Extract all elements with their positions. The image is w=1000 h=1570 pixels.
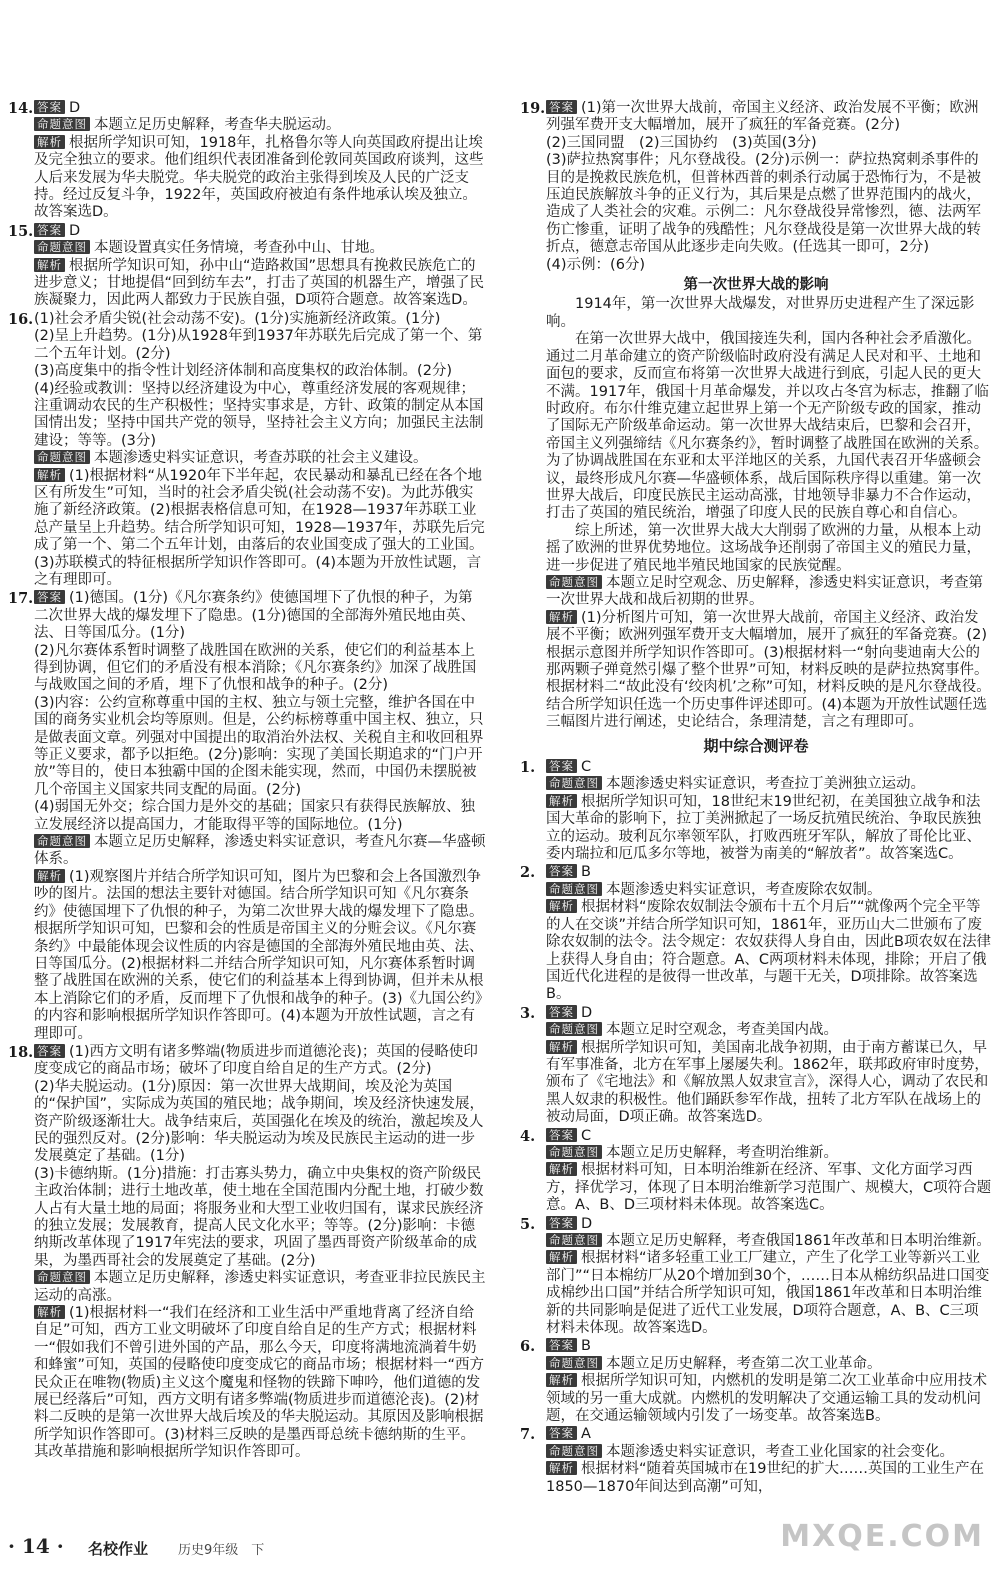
question-line — [520, 610, 992, 732]
question-text: (3)高度集中的指令性计划经济体制和高度集权的政治体制。(2分) — [34, 363, 453, 380]
question-text: (1)西方文明有诸多弊端(物质进步而道德沦丧)；英国的侵略使印度变成它的商品市场；破坏了印度自给自足的生产方式。(2分) — [34, 1043, 478, 1078]
section-label: 答案 — [34, 590, 65, 604]
question-line — [520, 794, 992, 864]
question-line — [520, 776, 992, 793]
question-block — [520, 1128, 992, 1215]
question-number: 14. — [8, 100, 34, 117]
question-head — [520, 1005, 992, 1022]
question-line — [8, 381, 486, 451]
question-line — [8, 695, 486, 799]
section-label: 解析 — [546, 899, 577, 913]
section-label: 答案 — [546, 1005, 577, 1019]
section-label: 命题意图 — [546, 776, 602, 790]
question-text: 本题立足历史解释，考查华夫脱运动。 — [94, 117, 341, 134]
question-head — [520, 1128, 992, 1145]
question-text: 根据所学知识可知，孙中山“造路救国”思想具有挽救民族危亡的进步意义；甘地提倡“回到纺车去”，打击了英国的机器生产，增强了民族凝聚力，因此两人都致力于民族自强，D项符合题意。故答案选D。 — [34, 257, 485, 309]
question-text: 本题渗透史料实证意识，考查废除农奴制。 — [606, 881, 882, 898]
section-label: 命题意图 — [546, 1444, 602, 1458]
question-text: D — [69, 100, 81, 116]
question-block — [520, 864, 992, 1003]
question-line — [8, 834, 486, 869]
section-label: 解析 — [34, 1305, 65, 1319]
question-line — [520, 1162, 992, 1214]
midterm-title: 期中综合测评卷 — [703, 736, 809, 755]
page-footer — [0, 1519, 1000, 1562]
question-block — [520, 1338, 992, 1425]
section-label: 命题意图 — [34, 240, 90, 254]
question-head — [520, 864, 992, 881]
section-label: 命题意图 — [34, 117, 90, 131]
question-text: 根据材料“诸多轻重工业工厂建立，产生了化学工业等新兴工业部门”“日本棉纺厂从20个增加到30个，……日本从棉纺织品进口国变成棉纱出口国”并结合所学知识可知，俄国1861年改革和日本明治维新的共同影响是促进了近代工业发展，D项符合题意，A、B、C三项材料未体现。故答案选D。 — [546, 1250, 990, 1337]
question-block — [520, 1426, 992, 1496]
question-head — [520, 1426, 992, 1443]
question-block — [8, 100, 486, 222]
question-line — [520, 1233, 992, 1250]
question-text: 本题渗透史料实证意识，考查苏联的社会主义建设。 — [94, 450, 428, 467]
question-line — [520, 152, 992, 256]
question-line — [520, 1356, 992, 1373]
question-line — [520, 1022, 992, 1039]
question-text: 根据材料“废除农奴制法令颁布十五个月后”“就像两个完全平等的人在交谈”并结合所学知识可知，1861年，亚历山大二世颁布了废除农奴制的法令。法令规定：农奴获得人身自由，因此B项农奴在法律上获得人身自由；符合题意。A、C两项材料未体现，排除；开启了俄国近代化进程的是彼得一世改革，与题干无关，D项排除。故答案选B。 — [546, 899, 991, 1003]
section-label: 答案 — [546, 864, 577, 878]
question-text: (1)分析图片可知，第一次世界大战前，帝国主义经济、政治发展不平衡；欧洲列强军费开支大幅增加，展开了疯狂的军备竞赛。(2)根据示意图并所学知识作答即可。(3)根据材料一“射向斐迪南大公的那两颗子弹竟然引爆了整个世界”可知，材料反映的是萨拉热窝事件。根据材料二“故此没有‘绞肉机’之称”可知，材料反映的是凡尔登战役。结合所学知识任选一个历史事件评述即可。(4)本题为开放性试题任选三幅图片进行阐述，史论结合，条理清楚，言之有理即可。 — [546, 609, 991, 731]
question-number: 15. — [8, 222, 34, 240]
question-head — [520, 1338, 992, 1355]
section-label: 答案 — [546, 1128, 577, 1142]
question-line — [520, 899, 992, 1003]
question-block — [520, 1216, 992, 1338]
question-text: (4)示例：(6分) — [546, 256, 646, 273]
section-label: 命题意图 — [546, 575, 602, 589]
question-head — [520, 759, 992, 776]
question-number: 4. — [520, 1127, 536, 1145]
section-label: 解析 — [546, 1162, 577, 1176]
question-text: D — [581, 1004, 593, 1021]
question-line — [520, 1040, 992, 1127]
question-head — [8, 223, 486, 240]
question-text: 根据材料“随着英国城市在19世纪的扩大……英国的工业生产在1850—1870年间达到高潮”可知， — [546, 1461, 984, 1495]
question-line — [520, 882, 992, 899]
question-text: 根据材料可知，日本明治维新在经济、军事、文化方面学习西方，择优学习，体现了日本明治维新学习范围广、规模大，C项符合题意。A、B、D三项材料未体现。故答案选C。 — [546, 1162, 992, 1214]
question-line — [8, 135, 486, 222]
question-text: 本题立足时空观念、历史解释，渗透史料实证意识，考查第一次世界大战和战后初期的世界。 — [546, 574, 983, 609]
section-label: 答案 — [34, 223, 65, 237]
question-number: 5. — [520, 1215, 536, 1233]
section-label: 命题意图 — [546, 882, 602, 896]
book-subtitle: 历史9年级 下 — [178, 1543, 265, 1558]
brand-name: 名校作业 — [88, 1540, 149, 1558]
section-label: 解析 — [34, 135, 65, 149]
question-text: (2)三国同盟 (2)三国协约 (3)英国(3分) — [546, 134, 817, 151]
question-text: (1)德国。(1分)《凡尔赛条约》使德国埋下了仇恨的种子，为第二次世界大战的爆发埋下了隐患。(1分)德国的全部海外殖民地由英、法、日等国瓜分。(1分) — [34, 590, 476, 642]
question-text: 本题立足历史解释，考查明治维新。 — [606, 1144, 838, 1161]
section-label: 解析 — [546, 1461, 577, 1475]
question-line — [8, 258, 486, 310]
question-text: (1)第一次世界大战前，帝国主义经济、政治发展不平衡；欧洲列强军费开支大幅增加，展开了疯狂的军备竞赛。(2分) — [546, 100, 979, 134]
question-line — [8, 328, 486, 363]
question-text: 根据所学知识可知，内燃机的发明是第二次工业革命中应用技术领域的另一重大成就。内燃机的发明解决了交通运输工具的发动机问题，在交通运输领域内引发了一场变革。故答案选B。 — [546, 1373, 987, 1425]
question-number: 3. — [520, 1004, 536, 1022]
page-number: · 14 · — [8, 1534, 64, 1558]
question-line — [520, 1250, 992, 1337]
question-line — [8, 799, 486, 834]
question-text: (3)卡德纳斯。(1分)措施：打击寡头势力，确立中央集权的资产阶级民主政治体制；进行土地改革，使土地在全国范围内分配土地，打破少数人占有大量土地的局面；将服务业和大型工业收归国有，谋求民族经济的独立发展；发展教育，提高人民文化水平；等等。(2分)影响：卡德纳斯改革体现了1917年宪法的要求，巩固了墨西哥资产阶级革命的成果，为墨西哥社会的发展奠定了基础。(2分) — [34, 1165, 484, 1269]
question-text: 根据所学知识可知，18世纪末19世纪初，在美国独立战争和法国大革命的影响下，拉丁美洲掀起了一场反抗殖民统治、争取民族独立的运动。玻利瓦尔率领军队，打败西班牙军队，解放了哥伦比亚、委内瑞拉和厄瓜多尔等地，被誉为南美的“解放者”。故答案选C。 — [546, 793, 981, 863]
question-line — [520, 135, 992, 152]
section-label: 答案 — [546, 1426, 577, 1440]
question-text: 本题设置真实任务情境，考查孙中山、甘地。 — [94, 240, 384, 257]
question-block — [8, 223, 486, 310]
question-text: (4)经验或教训：坚持以经济建设为中心，尊重经济发展的客观规律；注重调动农民的生产积极性；坚持实事求是，方针、政策的制定从本国国情出发；坚持中国共产党的领导，坚持社会主义方向；加强民主法制建设；等等。(3分) — [34, 380, 484, 449]
question-line — [8, 643, 486, 695]
question-text: (1)根据材料一“我们在经济和工业生活中严重地背离了经济自给自足”可知，西方工业文明破坏了印度自给自足的生产方式；根据材料一“假如我们不曾引进外国的产品，那么今天，印度将满地流淌着牛奶和蜂蜜”可知，英国的侵略使印度变成它的商品市场；根据材料一“西方民众正在唯物(物质)主义这个魔鬼和怪物的铁蹄下呻吟，他们道德的发展已经落后”可知，西方文明有诸多弊端(物质进步而道德沦丧)。(2)材料二反映的是第一次世界大战后埃及的华夫脱运动。其原因及影响根据所学知识作答即可。(3)材料三反映的是墨西哥总统卡德纳斯的生平。其改革措施和影响根据所学知识作答即可。 — [34, 1305, 485, 1461]
question-text: 根据所学知识可知，1918年，扎格鲁尔等人向英国政府提出让埃及完全独立的要求。他们组织代表团准备到伦敦同英国政府谈判，这些人后来发展为华夫脱党。华夫脱党的政治主张得到埃及人民的广泛支持。经过反复斗争，1922年，英国政府被迫有条件地承认埃及独立。故答案选D。 — [34, 134, 484, 221]
section-label: 命题意图 — [34, 450, 90, 464]
question-block — [520, 100, 992, 274]
section-label: 命题意图 — [34, 834, 90, 848]
right-column — [520, 100, 992, 1497]
section-label: 命题意图 — [34, 1270, 90, 1284]
question-line — [520, 1461, 992, 1496]
section-label: 答案 — [546, 1338, 577, 1352]
section-label: 答案 — [546, 1216, 577, 1230]
question-number: 18. — [8, 1043, 34, 1061]
question-text: 本题立足历史解释，考查第二次工业革命。 — [606, 1355, 882, 1372]
question-text: D — [69, 222, 81, 239]
question-line — [520, 575, 992, 610]
question-text: C — [581, 759, 592, 776]
question-line — [8, 1166, 486, 1270]
question-line — [8, 117, 486, 134]
question-text: 根据所学知识可知，美国南北战争初期，由于南方蓄谋已久，早有军事准备，北方在军事上屡屡失利。1862年，联邦政府审时度势，颁布了《宅地法》和《解放黑人奴隶宣言》，深得人心，调动了农民和黑人奴隶的积极性。他们踊跃参军作战，扭转了北方军队在战场上的被动局面，D项正确。故答案选D。 — [546, 1039, 989, 1126]
question-text: (2)华夫脱运动。(1分)原因：第一次世界大战期间，埃及沦为英国的“保护国”，实际成为英国的殖民地；战争期间，埃及经济快速发展，资产阶级逐渐壮大。战争结束后，英国强化在埃及的统治，激起埃及人民的强烈反对。(2分)影响：华夫脱运动为埃及民族民主运动的进一步发展奠定了基础。(1分) — [34, 1078, 485, 1165]
question-text: 本题立足时空观念，考查美国内战。 — [606, 1022, 838, 1039]
question-text: 本题立足历史解释，考查俄国1861年改革和日本明治维新。 — [606, 1233, 991, 1249]
question-text: (3)内容：公约宣称尊重中国的主权、独立与领土完整，维护各国在中国的商务实业机会均等原则。但是，公约标榜尊重中国主权、独立，只是做表面文章。列强对中国提出的取消治外法权、关税自主和收回租界等正义要求，都予以拒绝。(2分)影响：实现了美国长期追求的“门户开放”等目的，使日本独霸中国的企图未能实现，然而，中国仍未摆脱被几个帝国主义国家共同支配的局面。(2分) — [34, 694, 484, 798]
question-head — [520, 1216, 992, 1233]
section-label: 解析 — [546, 1040, 577, 1054]
question-block — [520, 759, 992, 863]
question-text: C — [581, 1127, 592, 1144]
question-line — [8, 363, 486, 380]
section-label: 解析 — [34, 468, 65, 482]
section-label: 答案 — [34, 1044, 65, 1058]
section-label: 命题意图 — [546, 1356, 602, 1370]
question-text: (3)萨拉热窝事件；凡尔登战役。(2分)示例一：萨拉热窝刺杀事件的目的是挽救民族危机，但普林西普的刺杀行动属于恐怖行为，不是被压迫民族解放斗争的正义行为，其后果是点燃了世界范围内的战火，造成了人类社会的灾难。示例二：凡尔登战役异常惨烈，德、法两军伤亡惨重，证明了战争的残酷性；凡尔登战役是第一次世界大战的转折点，德意志帝国从此逐步走向失败。(任选其一即可，2分) — [546, 152, 981, 256]
question-line — [8, 869, 486, 1043]
question-number: 2. — [520, 864, 536, 882]
question-number: 6. — [520, 1338, 536, 1356]
question-block — [520, 1005, 992, 1127]
question-head — [8, 311, 486, 328]
question-line — [520, 257, 992, 274]
question-block — [8, 311, 486, 590]
section-label: 命题意图 — [546, 1145, 602, 1159]
watermark-logo: MXQE.COM — [780, 1519, 984, 1554]
question-line — [8, 468, 486, 590]
question-head — [8, 1044, 486, 1079]
question-number: 1. — [520, 759, 536, 777]
section-label: 解析 — [546, 1373, 577, 1387]
section-label: 解析 — [546, 1250, 577, 1264]
section-label: 解析 — [34, 258, 65, 272]
question-line — [8, 1079, 486, 1166]
question-line — [520, 1444, 992, 1461]
section-label: 命题意图 — [546, 1022, 602, 1036]
question-text: 本题立足历史解释，渗透史料实证意识，考查凡尔赛—华盛顿体系。 — [34, 834, 486, 868]
question-text: (2)呈上升趋势。(1分)从1928年到1937年苏联先后完成了第一个、第二个五年计划。(2分) — [34, 328, 483, 362]
section-label: 答案 — [546, 759, 577, 773]
essay-title: 第一次世界大战的影响 — [683, 277, 829, 294]
question-line — [8, 450, 486, 467]
question-text: 本题立足历史解释，渗透史料实证意识，考查亚非拉民族民主运动的高涨。 — [34, 1270, 486, 1304]
section-label: 解析 — [34, 869, 65, 883]
left-column — [8, 100, 486, 1463]
section-label: 解析 — [546, 610, 577, 624]
question-line — [8, 240, 486, 257]
question-number: 17. — [8, 590, 34, 608]
question-text: A — [581, 1426, 591, 1443]
question-text: D — [581, 1215, 593, 1232]
section-label: 解析 — [546, 794, 577, 808]
section-label: 命题意图 — [546, 1233, 602, 1247]
question-number: 16. — [8, 310, 34, 328]
question-text: (1)社会矛盾尖锐(社会动荡不安)。(1分)实施新经济政策。(1分) — [34, 310, 441, 327]
question-text: B — [581, 1338, 591, 1355]
question-line — [520, 1373, 992, 1425]
question-text: (2)凡尔赛体系暂时调整了战胜国在欧洲的关系，使它们的利益基本上得到协调，但它们的矛盾没有根本消除；《凡尔赛条约》加深了战胜国与战败国之间的矛盾，埋下了仇恨和战争的种子。(2分) — [34, 642, 477, 694]
question-head — [8, 100, 486, 117]
question-block — [8, 590, 486, 1043]
question-head — [8, 590, 486, 642]
section-label: 答案 — [34, 100, 65, 114]
essay-paragraph: 综上所述，第一次世界大战大大削弱了欧洲的力量，从根本上动摇了欧洲的世界优势地位。这场战争还削弱了帝国主义的殖民力量，进一步促进了殖民地半殖民地国家的民族觉醒。 — [546, 522, 981, 574]
section-label: 答案 — [546, 100, 577, 114]
question-head — [520, 100, 992, 135]
question-number: 19. — [520, 100, 546, 117]
question-text: (1)根据材料“从1920年下半年起，农民暴动和暴乱已经在各个地区有所发生”可知，当时的社会矛盾尖锐(社会动荡不安)。为此苏俄实施了新经济政策。(2)根据表格信息可知，在1928—1937年苏联工业总产量呈上升趋势。结合所学知识可知，1928—1937年，苏联先后完成了第一个、第二个五年计划，由落后的农业国变成了强大的工业国。(3)苏联模式的特征根据所学知识作答即可。(4)本题为开放性试题，言之有理即可。 — [34, 467, 485, 588]
essay-paragraph: 在第一次世界大战中，俄国接连失利，国内各种社会矛盾激化。通过二月革命建立的资产阶级临时政府没有满足人民对和平、土地和面包的要求，反而宣布将第一次世界大战进行到底，引起人民的更大不满。1917年，俄国十月革命爆发，并以攻占冬宫为标志，推翻了临时政府。布尔什维克建立起世界上第一个无产阶级专政的国家，推动了国际无产阶级革命运动。第一次世界大战结束后，巴黎和会召开，帝国主义列强缔结《凡尔赛条约》，暂时调整了战胜国在欧洲的关系。为了协调战胜国在东亚和太平洋地区的关系，九国代表召开华盛顿会议，最终形成凡尔赛—华盛顿体系，战后国际秩序得以重建。第一次世界大战后，印度民族民主运动高涨，甘地领导非暴力不合作运动，打击了英国的殖民统治，增强了印度人民的民族自尊心和自信心。 — [546, 331, 989, 522]
question-line — [520, 1145, 992, 1162]
question-text: B — [581, 864, 591, 881]
essay-paragraph: 1914年，第一次世界大战爆发，对世界历史进程产生了深远影响。 — [546, 296, 975, 330]
question-text: 本题渗透史料实证意识，考查拉丁美洲独立运动。 — [606, 776, 925, 793]
question-text: (1)观察图片并结合所学知识可知，图片为巴黎和会上各国激烈争吵的图片。法国的想法主要针对德国。结合所学知识可知《凡尔赛条约》使德国埋下了仇恨的种子，为第二次世界大战的爆发埋下了隐患。根据所学知识可知，巴黎和会的性质是帝国主义的分赃会议。《凡尔赛条约》中最能体现会议性质的内容是德国的全部海外殖民地由英、法、日等国瓜分。(2)根据材料二并结合所学知识可知，凡尔赛体系暂时调整了战胜国在欧洲的关系，使它们的利益基本上得到协调，但并未从根本上消除它们的矛盾，反而埋下了仇恨和战争的种子。(3)《九国公约》的内容和影响根据所学知识作答即可。(4)本题为开放性试题，言之有理即可。 — [34, 868, 484, 1042]
question-block — [8, 1044, 486, 1462]
question-text: (4)弱国无外交；综合国力是外交的基础；国家只有获得民族解放、独立发展经济以提高国力，才能取得平等的国际地位。(1分) — [34, 799, 476, 833]
question-line — [8, 1305, 486, 1462]
question-text: 本题渗透史料实证意识，考查工业化国家的社会变化。 — [606, 1443, 954, 1460]
question-line — [8, 1270, 486, 1305]
question-number: 7. — [520, 1426, 536, 1444]
